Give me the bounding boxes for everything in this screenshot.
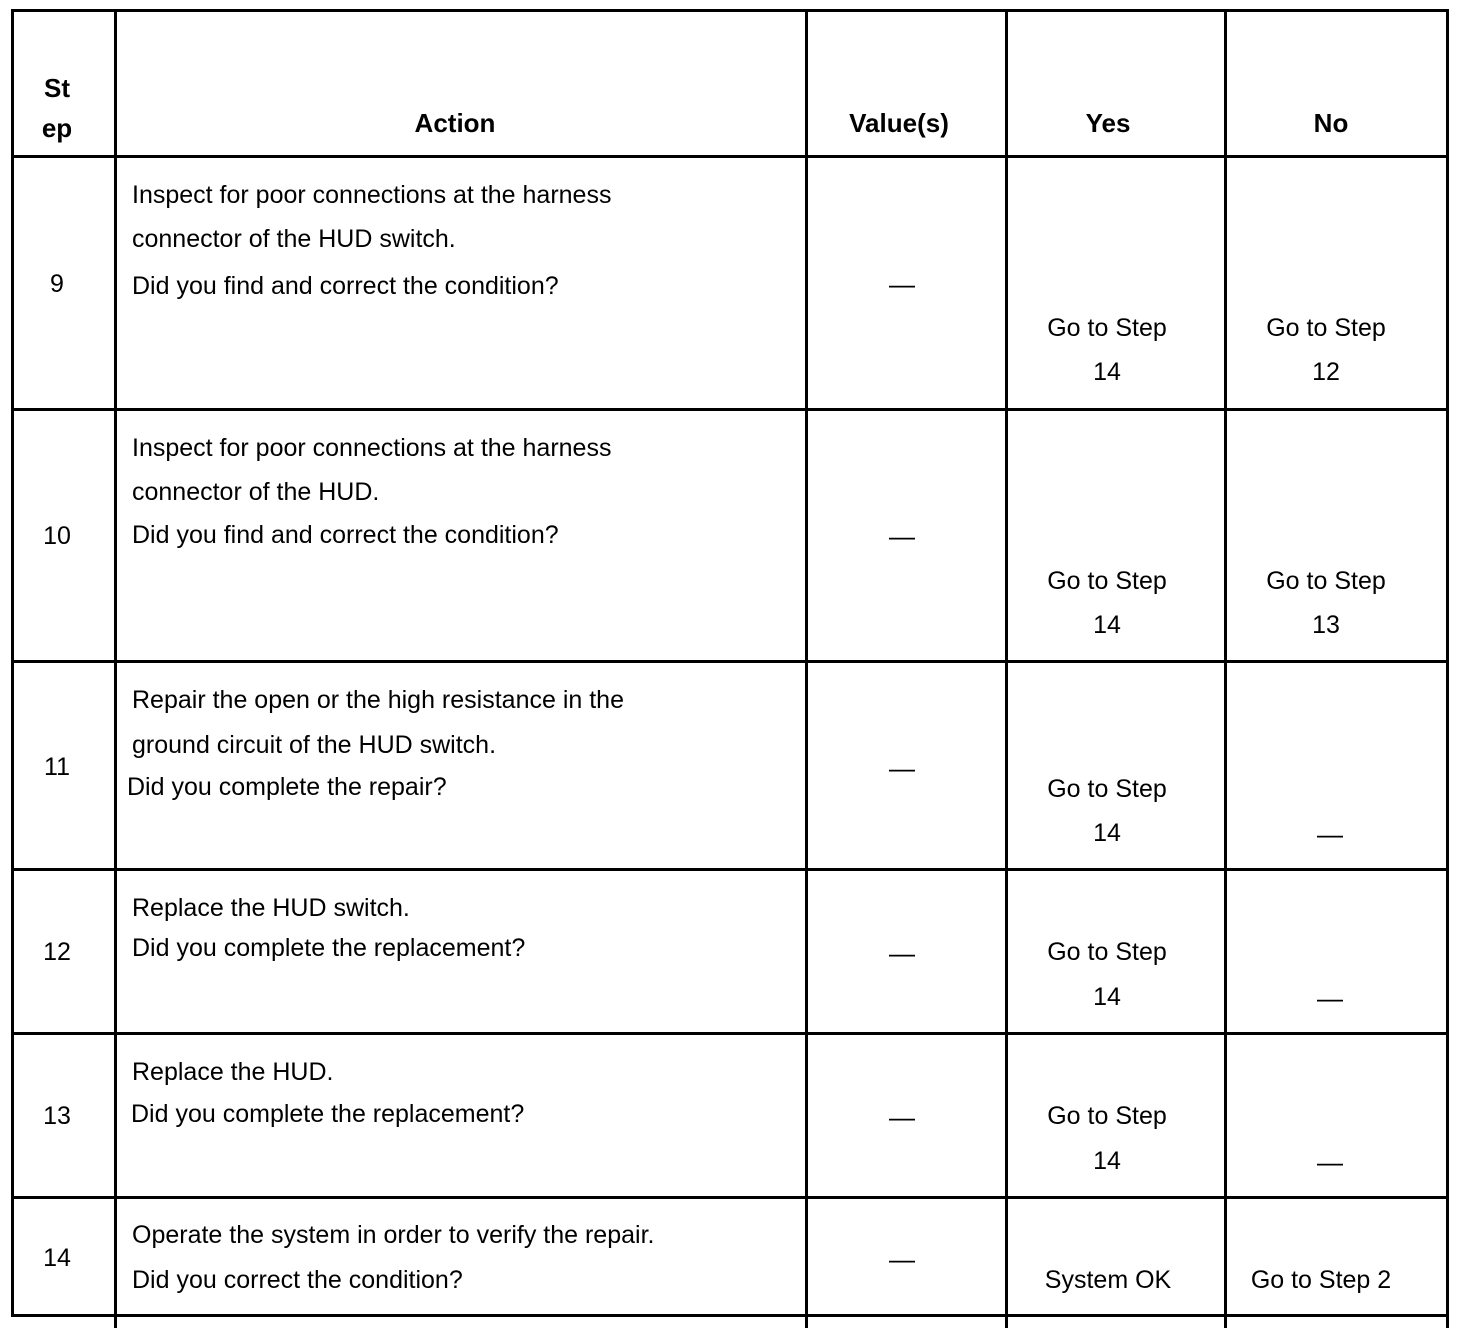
column-divider xyxy=(805,9,808,1328)
action-line: Replace the HUD. xyxy=(132,1058,334,1086)
value-dash: — xyxy=(889,1102,915,1132)
action-line: Did you complete the replacement? xyxy=(131,1100,525,1128)
row-divider xyxy=(11,1196,1449,1199)
action-line: Did you complete the repair? xyxy=(127,773,447,801)
table-border-left xyxy=(11,9,14,1317)
step-number: 9 xyxy=(50,270,64,298)
header-step xyxy=(42,68,72,148)
value-dash: — xyxy=(889,938,915,968)
action-line: Did you find and correct the condition? xyxy=(132,272,559,300)
header-yes: Yes xyxy=(1085,108,1131,138)
yes-outcome: 14 xyxy=(1093,819,1121,847)
no-outcome-dash: — xyxy=(1317,819,1343,849)
column-divider xyxy=(114,9,117,1328)
step-number: 11 xyxy=(44,753,70,781)
column-divider xyxy=(1224,9,1227,1328)
yes-outcome: System OK xyxy=(1044,1266,1172,1294)
yes-outcome: Go to Step xyxy=(1047,938,1167,966)
value-dash: — xyxy=(889,753,915,783)
no-outcome: 13 xyxy=(1312,611,1340,639)
yes-outcome: 14 xyxy=(1093,983,1121,1011)
action-line: Did you find and correct the condition? xyxy=(132,521,559,549)
step-number: 10 xyxy=(43,522,71,550)
header-divider xyxy=(11,155,1449,158)
yes-outcome: Go to Step xyxy=(1047,567,1167,595)
action-line: ground circuit of the HUD switch. xyxy=(132,731,497,759)
yes-outcome: 14 xyxy=(1093,358,1121,386)
action-line: Inspect for poor connections at the harness xyxy=(132,181,612,209)
yes-outcome: 14 xyxy=(1093,611,1121,639)
action-line: Did you complete the replacement? xyxy=(132,934,526,962)
no-outcome-dash: — xyxy=(1317,1147,1343,1177)
yes-outcome: Go to Step xyxy=(1047,1102,1167,1130)
table-border-top xyxy=(11,9,1449,12)
value-dash: — xyxy=(889,521,915,551)
no-outcome: 12 xyxy=(1312,358,1340,386)
column-divider xyxy=(1005,9,1008,1328)
action-line: connector of the HUD switch. xyxy=(132,225,456,253)
table-border-bottom xyxy=(11,1314,1449,1317)
step-number: 13 xyxy=(43,1102,71,1130)
header-step-line2: ep xyxy=(41,113,73,143)
row-divider xyxy=(11,408,1449,411)
action-line: Inspect for poor connections at the harness xyxy=(132,434,612,462)
value-dash: — xyxy=(889,269,915,299)
row-divider xyxy=(11,660,1449,663)
header-no: No xyxy=(1313,108,1349,138)
no-outcome: Go to Step 2 xyxy=(1250,1266,1392,1294)
no-outcome: Go to Step xyxy=(1266,567,1386,595)
value-dash: — xyxy=(889,1244,915,1274)
action-line: Replace the HUD switch. xyxy=(132,894,410,922)
no-outcome-dash: — xyxy=(1317,983,1343,1013)
header-step-line1: St xyxy=(44,73,70,103)
no-outcome: Go to Step xyxy=(1266,314,1386,342)
row-divider xyxy=(11,1032,1449,1035)
header-action: Action xyxy=(414,108,496,138)
header-values: Value(s) xyxy=(849,108,949,138)
action-line: connector of the HUD. xyxy=(132,478,380,506)
step-number: 14 xyxy=(43,1244,71,1272)
action-line: Operate the system in order to verify the repair. xyxy=(132,1221,655,1249)
row-divider xyxy=(11,868,1449,871)
yes-outcome: Go to Step xyxy=(1047,314,1167,342)
step-number: 12 xyxy=(43,938,71,966)
action-line: Repair the open or the high resistance in the xyxy=(132,686,624,714)
table-border-right xyxy=(1446,9,1449,1328)
yes-outcome: Go to Step xyxy=(1047,775,1167,803)
yes-outcome: 14 xyxy=(1093,1147,1121,1175)
action-line: Did you correct the condition? xyxy=(132,1266,463,1294)
